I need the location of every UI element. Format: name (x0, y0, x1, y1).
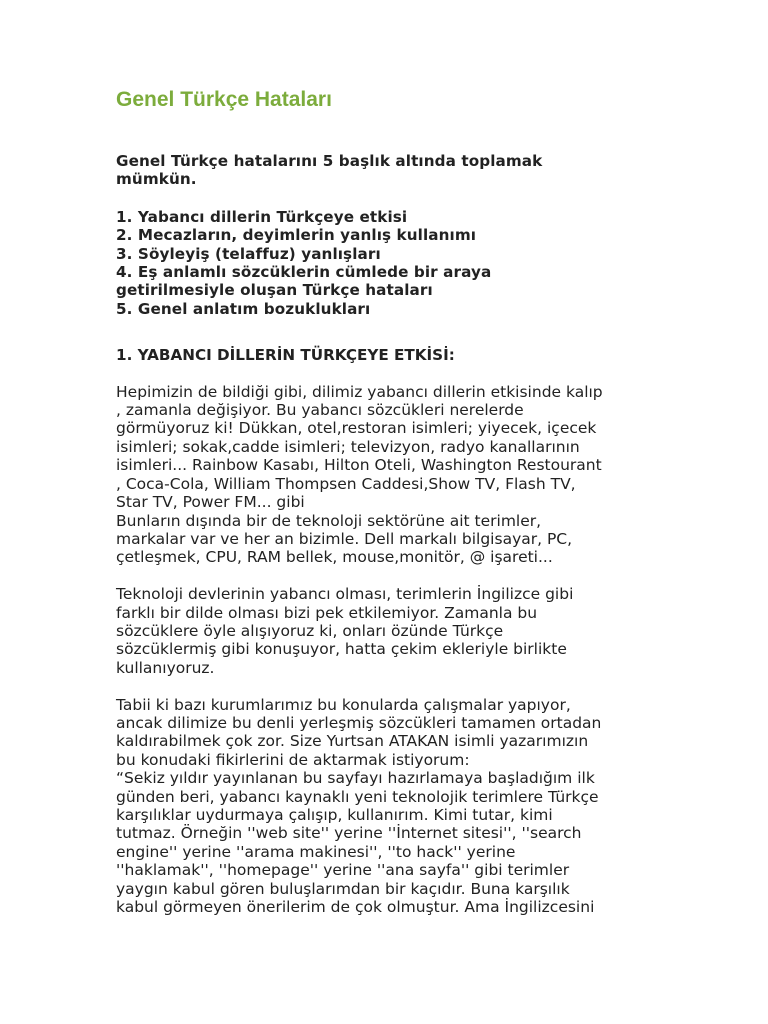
paragraph-line: “Sekiz yıldır yayınlanan bu sayfayı hazırlamaya başladığım ilk (116, 769, 595, 788)
paragraph-line: , Coca-Cola, William Thompsen Caddesi,Show TV, Flash TV, (116, 474, 576, 493)
paragraph-line: isimleri... Rainbow Kasabı, Hilton Oteli, Washington Restourant (116, 456, 602, 475)
paragraph-line: kullanıyoruz. (116, 658, 215, 677)
list-item: 3. Söyleyiş (telaffuz) yanlışları (116, 244, 381, 263)
paragraph-line: Hepimizin de bildiği gibi, dilimiz yabancı dillerin etkisinde kalıp (116, 382, 603, 401)
paragraph-line: Tabii ki bazı kurumlarımız bu konularda çalışmalar yapıyor, (116, 695, 571, 714)
intro-line: mümkün. (116, 170, 197, 189)
paragraph-line: kaldırabilmek çok zor. Size Yurtsan ATAKAN isimli yazarımızın (116, 732, 589, 751)
paragraph-line: bu konudaki fikirlerini de aktarmak istiyorum: (116, 750, 470, 769)
paragraph-line: Teknoloji devlerinin yabancı olması, terimlerin İngilizce gibi (116, 585, 574, 604)
paragraph-3 (116, 696, 656, 917)
paragraph-1 (116, 383, 656, 567)
list-item: 1. Yabancı dillerin Türkçeye etkisi (116, 207, 408, 226)
paragraph-line: yaygın kabul gören buluşlarımdan bir kaçıdır. Buna karşılık (116, 879, 570, 898)
paragraph-line: Bunların dışında bir de teknoloji sektörüne ait terimler, (116, 511, 542, 530)
document-body (116, 86, 656, 916)
intro-text (116, 152, 656, 189)
paragraph-spacer (116, 677, 656, 695)
paragraph-line: Star TV, Power FM... gibi (116, 493, 305, 512)
paragraph-line: ''haklamak'', ''homepage'' yerine ''ana sayfa'' gibi terimler (116, 861, 570, 880)
paragraph-line: çetleşmek, CPU, RAM bellek, mouse,monitör, @ işareti... (116, 548, 553, 567)
paragraph-line: tutmaz. Örneğin ''web site'' yerine ''İnternet sitesi'', ''search (116, 824, 582, 843)
paragraph-line: engine'' yerine ''arama makinesi'', ''to hack'' yerine (116, 842, 516, 861)
paragraph-2 (116, 585, 656, 677)
paragraph-line: günden beri, yabancı kaynaklı yeni teknolojik terimlere Türkçe (116, 787, 599, 806)
paragraph-line: , zamanla değişiyor. Bu yabancı sözcükleri nerelerde (116, 401, 524, 420)
paragraph-line: karşılıklar uydurmaya çalışıp, kullanırım. Kimi tutar, kimi (116, 805, 553, 824)
section-heading: 1. YABANCI DİLLERİN TÜRKÇEYE ETKİSİ: (116, 346, 455, 365)
list-item: 2. Mecazların, deyimlerin yanlış kullanımı (116, 226, 477, 245)
intro-line: Genel Türkçe hatalarını 5 başlık altında toplamak (116, 152, 543, 170)
topic-list (116, 208, 656, 318)
list-item: 4. Eş anlamlı sözcüklerin cümlede bir araya (116, 263, 492, 282)
paragraph-line: markalar var ve her an bizimle. Dell markalı bilgisayar, PC, (116, 529, 573, 548)
paragraph-line: farklı bir dilde olması bizi pek etkilemiyor. Zamanla bu (116, 603, 538, 622)
list-item: 5. Genel anlatım bozuklukları (116, 299, 371, 318)
paragraph-line: sözcüklere öyle alışıyoruz ki, onları özünde Türkçe (116, 621, 504, 640)
paragraph-line: kabul görmeyen önerilerim de çok olmuştur. Ama İngilizcesini (116, 898, 595, 916)
paragraph-line: sözcüklermiş gibi konuşuyor, hatta çekim ekleriyle birlikte (116, 640, 567, 659)
paragraph-line: ancak dilimize bu denli yerleşmiş sözcükleri tamamen ortadan (116, 713, 602, 732)
document-title: Genel Türkçe Hataları (116, 88, 332, 111)
paragraph-spacer (116, 567, 656, 585)
paragraph-line: isimleri; sokak,cadde isimleri; televizyon, radyo kanallarının (116, 437, 580, 456)
paragraph-line: görmüyoruz ki! Dükkan, otel,restoran isimleri; yiyecek, içecek (116, 419, 597, 438)
list-item: getirilmesiyle oluşan Türkçe hataları (116, 281, 433, 300)
